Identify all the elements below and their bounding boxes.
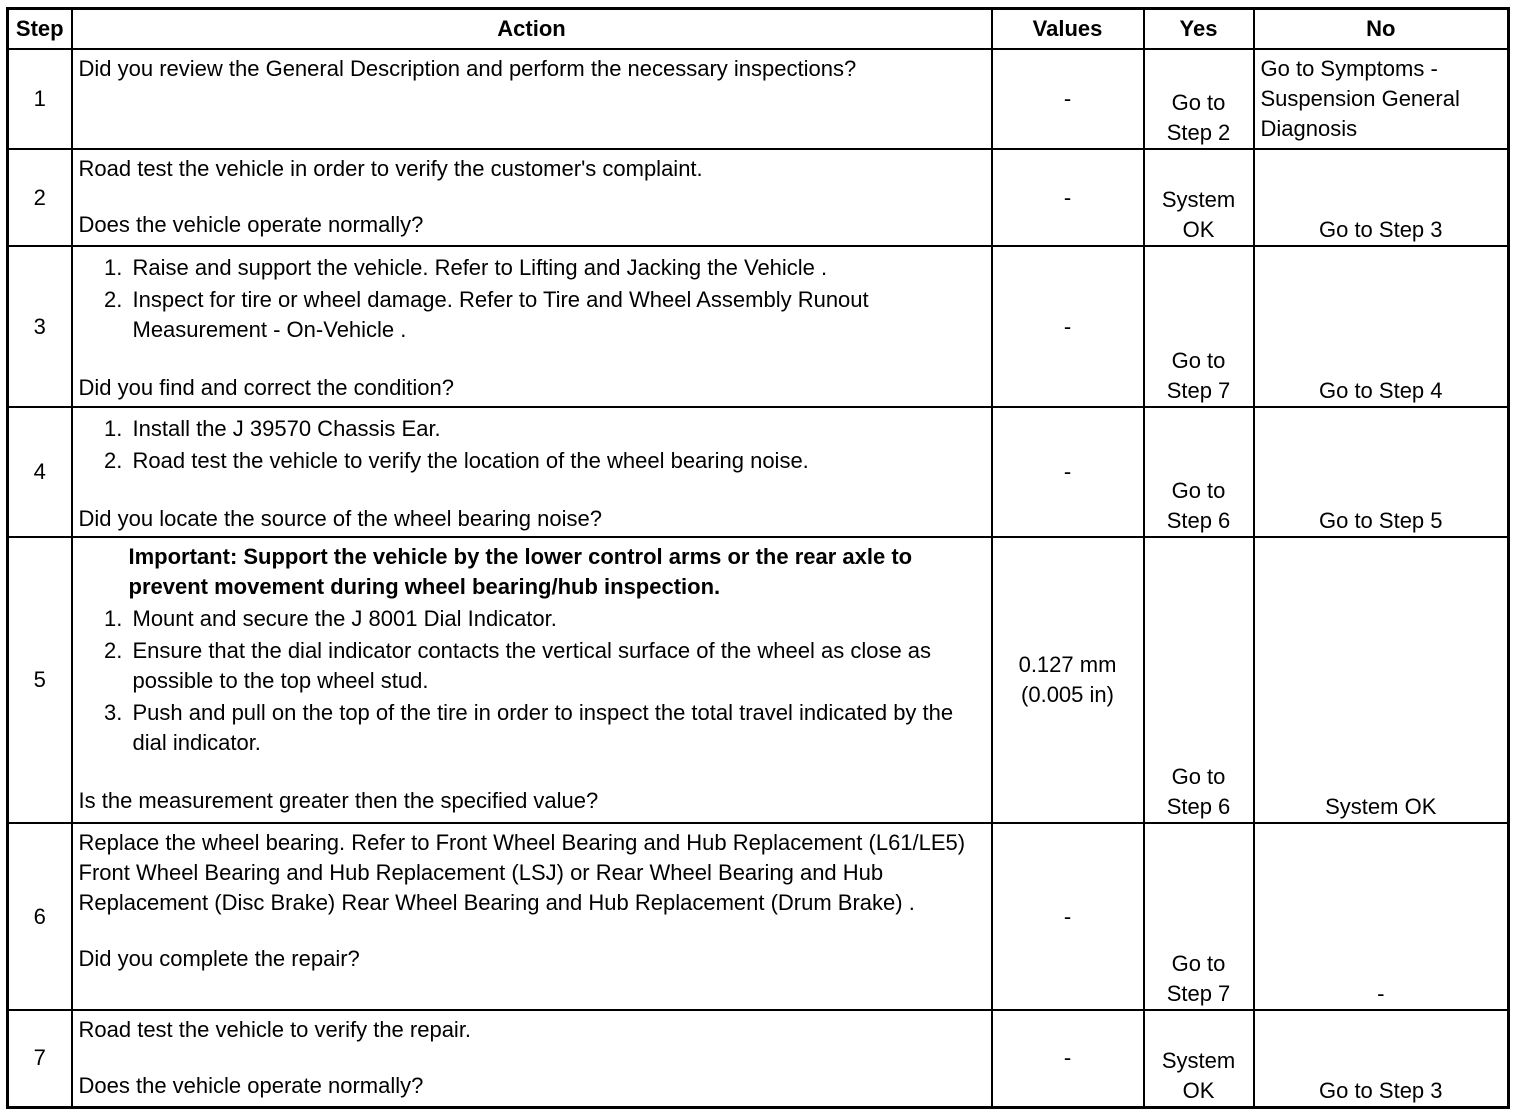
- no-cell: Go to Step 5: [1254, 407, 1509, 537]
- yes-line: Go to: [1171, 478, 1226, 503]
- yes-line: System: [1161, 187, 1236, 212]
- yes-cell: [1144, 537, 1254, 823]
- header-row: [8, 9, 1509, 50]
- yes-line: Go to: [1171, 90, 1226, 115]
- action-question: Did you complete the repair?: [78, 946, 360, 971]
- yes-cell: [1144, 149, 1254, 246]
- yes-line: Go to: [1171, 348, 1226, 373]
- step-number: 6: [8, 823, 72, 1010]
- action-text: Did you review the General Description and perform the necessary inspections?: [78, 56, 857, 81]
- list-item: 2. Road test the vehicle to verify the location of the wheel bearing noise.: [129, 446, 985, 476]
- yes-cell: [1144, 49, 1254, 149]
- values-cell: -: [992, 49, 1144, 149]
- no-cell: [1254, 49, 1509, 149]
- values-cell: -: [992, 246, 1144, 407]
- table-row: [8, 537, 1509, 823]
- yes-line: Go to: [1171, 951, 1226, 976]
- yes-line: Step 7: [1166, 981, 1231, 1006]
- important-note: Important: Support the vehicle by the lower control arms or the rear axle to prevent movement during wheel bearing/hub inspection.: [128, 544, 913, 599]
- yes-cell: [1144, 823, 1254, 1010]
- action-list: [79, 604, 985, 758]
- header-yes: Yes: [1144, 9, 1254, 50]
- table-row: [8, 1010, 1509, 1107]
- action-cell: [72, 246, 992, 407]
- yes-line: Step 6: [1166, 794, 1231, 819]
- no-line: Suspension General: [1260, 86, 1460, 111]
- step-number: 2: [8, 149, 72, 246]
- list-item: 1. Install the J 39570 Chassis Ear.: [129, 414, 985, 444]
- value-metric: 0.127 mm: [1018, 652, 1117, 677]
- values-cell: -: [992, 823, 1144, 1010]
- values-cell: -: [992, 407, 1144, 537]
- header-values: Values: [992, 9, 1144, 50]
- list-item: 1. Mount and secure the J 8001 Dial Indicator.: [129, 604, 985, 634]
- action-text: Replace the wheel bearing. Refer to Front Wheel Bearing and Hub Replacement (L61/LE5) Front Wheel Bearing and Hub Replacement (LSJ) or Rear Wheel Bearing and Hub Replacement (Disc Brake) Rear Wheel Bearing and Hub Replacement (Drum Brake) .: [78, 830, 966, 915]
- no-cell: System OK: [1254, 537, 1509, 823]
- yes-line: Go to: [1171, 764, 1226, 789]
- yes-cell: [1144, 407, 1254, 537]
- value-imperial: (0.005 in): [1021, 682, 1114, 707]
- action-cell: [72, 823, 992, 1010]
- no-cell: Go to Step 4: [1254, 246, 1509, 407]
- action-question: Does the vehicle operate normally?: [78, 212, 424, 237]
- no-line: Go to Symptoms -: [1260, 56, 1438, 81]
- action-cell: [72, 1010, 992, 1107]
- action-list: [79, 414, 985, 476]
- header-no: No: [1254, 9, 1509, 50]
- action-question: Does the vehicle operate normally?: [78, 1073, 424, 1098]
- table-row: [8, 149, 1509, 246]
- step-number: 3: [8, 246, 72, 407]
- action-text: Road test the vehicle to verify the repair.: [78, 1017, 472, 1042]
- yes-line: Step 7: [1166, 378, 1231, 403]
- list-item: 2. Ensure that the dial indicator contacts the vertical surface of the wheel as close as possible to the top wheel stud.: [129, 636, 985, 696]
- yes-line: Step 2: [1166, 120, 1231, 145]
- no-cell: Go to Step 3: [1254, 1010, 1509, 1107]
- no-line: Diagnosis: [1260, 116, 1358, 141]
- table-row: [8, 823, 1509, 1010]
- yes-cell: [1144, 246, 1254, 407]
- yes-line: OK: [1182, 1077, 1215, 1103]
- action-text: Road test the vehicle in order to verify the customer's complaint.: [78, 156, 703, 181]
- values-cell: -: [992, 149, 1144, 246]
- yes-cell: [1144, 1010, 1254, 1107]
- action-cell: [72, 49, 992, 149]
- table-row: [8, 49, 1509, 149]
- header-step: Step: [8, 9, 72, 50]
- action-question: Did you find and correct the condition?: [78, 375, 454, 400]
- list-item: 2. Inspect for tire or wheel damage. Refer to Tire and Wheel Assembly Runout Measurement - On-Vehicle .: [129, 285, 985, 345]
- diagnostic-table: [6, 7, 1510, 1109]
- action-list: [79, 253, 985, 345]
- list-item: 3. Push and pull on the top of the tire in order to inspect the total travel indicated by the dial indicator.: [129, 698, 985, 758]
- values-cell: -: [992, 1010, 1144, 1107]
- yes-line: OK: [1182, 217, 1215, 242]
- step-number: 5: [8, 537, 72, 823]
- values-cell: [992, 537, 1144, 823]
- yes-line: System: [1161, 1047, 1236, 1073]
- table-row: [8, 407, 1509, 537]
- list-item: 1. Raise and support the vehicle. Refer to Lifting and Jacking the Vehicle .: [129, 253, 985, 283]
- no-cell: Go to Step 3: [1254, 149, 1509, 246]
- action-cell: [72, 149, 992, 246]
- action-question: Did you locate the source of the wheel bearing noise?: [78, 506, 602, 531]
- action-question: Is the measurement greater then the specified value?: [78, 788, 599, 813]
- step-number: 1: [8, 49, 72, 149]
- action-cell: [72, 407, 992, 537]
- yes-line: Step 6: [1166, 508, 1231, 533]
- step-number: 7: [8, 1010, 72, 1107]
- header-action: Action: [72, 9, 992, 50]
- table-row: [8, 246, 1509, 407]
- action-cell: [72, 537, 992, 823]
- no-cell: -: [1254, 823, 1509, 1010]
- step-number: 4: [8, 407, 72, 537]
